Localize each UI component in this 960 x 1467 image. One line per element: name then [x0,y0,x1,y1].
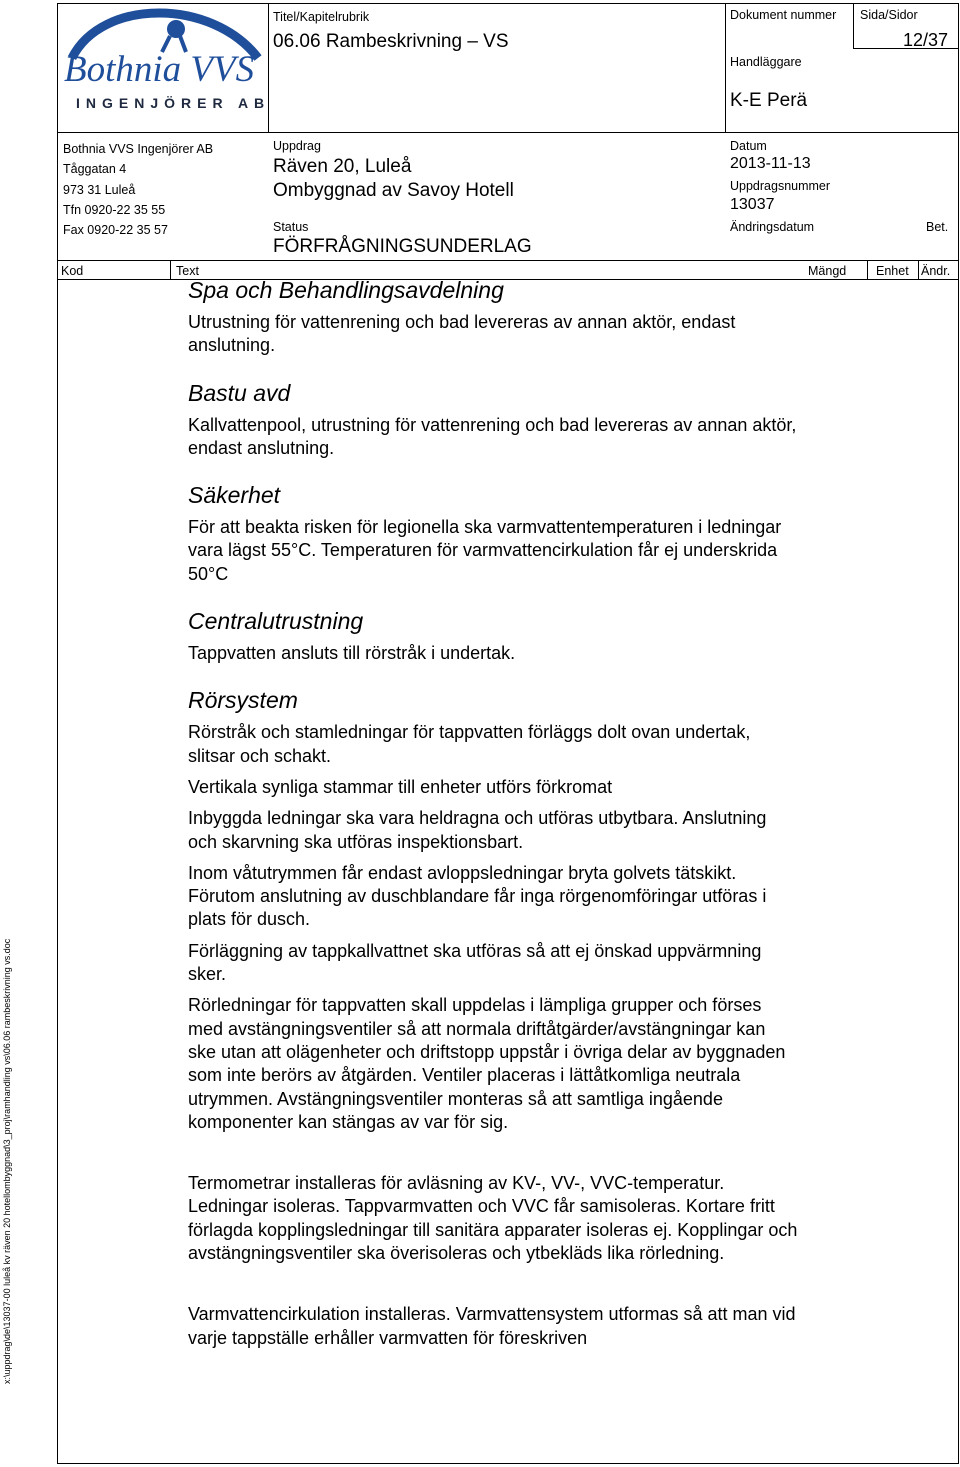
column-mangd: Mängd [808,264,847,278]
page-label: Sida/Sidor [860,8,918,22]
company-line: Fax 0920-22 35 57 [63,223,168,238]
section-heading: Centralutrustning [188,608,364,635]
company-logo [62,6,271,126]
column-enhet: Enhet [876,264,909,278]
page-number: 12/37 [903,30,949,50]
paragraph: Vertikala synliga stammar till enheter utförs förkromat [188,776,613,797]
paragraph: Termometrar installeras för avläsning av KV-, VV-, VVC-temperatur. Ledningar isoleras. Tappvarmvatten och VVC får samisoleras. Kortare fritt förlagda kopplingsledningar till sanitära apparater isoleras ej. Kopplingar och avstängningsventiler ska överisoleras och ytbekläds lika rörledning. [188,1173,798,1264]
title-label: Titel/Kapitelrubrik [273,10,370,24]
paragraph: Utrustning för vattenrening och bad levereras av annan aktör, endast anslutning. [188,312,736,356]
paragraph: Varmvattencirkulation installeras. Varmvattensystem utformas så att man vid varje tappställe erhåller varmvatten för föreskriven [188,1304,796,1348]
paragraph: Inbyggda ledningar ska vara heldragna och utföras utbytbara. Anslutning och skarvning ska utföras inspektionsbart. [188,808,767,852]
paragraph: Förläggning av tappkallvattnet ska utföras så att ej önskad uppvärmning sker. [188,940,762,985]
assignment-number-label: Uppdragsnummer [730,179,831,193]
handler-label: Handläggare [730,55,802,69]
file-path-margin: x:\uppdrag\de\13037-00 luleå kv räven 20 hotellombyggnad\3_proj\ramhandling vs\06.06 rambeskrivning vs.doc [2,938,12,1384]
section-heading: Bastu avd [188,379,291,406]
change-date-label: Ändringsdatum [730,220,815,234]
paragraph: För att beakta risken för legionella ska varmvattentemperaturen i ledningar vara lägst 55°C. Temperaturen för varmvattencirkulation får ej underskrida 50°C [188,517,782,584]
logo-subtitle: INGENJÖRER AB [76,95,271,111]
paragraph: Inom våtutrymmen får endast avloppsledningar bryta golvets tätskikt. Förutom anslutning av duschblandare får inga rörgenomföringar utföras i plats för dusch. [188,862,767,930]
assignment-label: Uppdrag [273,139,321,153]
company-line: Tåggatan 4 [63,162,127,177]
paragraph: Tappvatten ansluts till rörstråk i undertak. [188,643,516,664]
assignment-line-2: Ombyggnad av Savoy Hotell [273,180,514,201]
logo-name: Bothnia VVS [64,49,255,90]
company-line: Tfn 0920-22 35 55 [63,202,166,217]
status-label: Status [273,220,309,234]
company-line: Bothnia VVS Ingenjörer AB [63,142,214,156]
bet-label: Bet. [926,220,949,234]
date-value: 2013-11-13 [730,155,811,172]
paragraph: Rörledningar för tappvatten skall uppdelas i lämpliga grupper och förses med avstängningsventiler så att normala driftåtgärder/avstängningar kan ske utan att olägenheter och driftstopp uppstår i övriga delar av byggnaden som inte berörs av åtgärden. Ventiler placeras i lättåtkomliga neutrala utrymmen. Avstängningsventiler monteras så att samtliga ingående komponenter kan stängas av var för sig. [188,995,786,1132]
company-line: 973 31 Luleå [63,182,136,197]
section-heading: Rörsystem [188,687,298,714]
paragraph: Kallvattenpool, utrustning för vattenrening och bad levereras av annan aktör, endast anslutning. [188,414,797,458]
column-andr: Ändr. [921,264,951,278]
section-heading: Spa och Behandlingsavdelning [188,277,504,303]
assignment-line-1: Räven 20, Luleå [273,156,412,177]
paragraph: Rörstråk och stamledningar för tappvatten förläggs dolt ovan undertak, slitsar och schakt. [188,722,751,766]
handler-name: K-E Perä [730,90,808,111]
section-heading: Säkerhet [188,482,281,509]
company-address [63,139,213,240]
column-kod: Kod [61,264,84,278]
document-number-label: Dokument nummer [730,8,837,22]
assignment-number-value: 13037 [730,196,775,213]
column-text: Text [176,264,199,278]
date-label: Datum [730,139,767,153]
document-body [188,276,798,1350]
document-title: 06.06 Rambeskrivning – VS [273,31,509,52]
status-value: FÖRFRÅGNINGSUNDERLAG [273,236,532,257]
